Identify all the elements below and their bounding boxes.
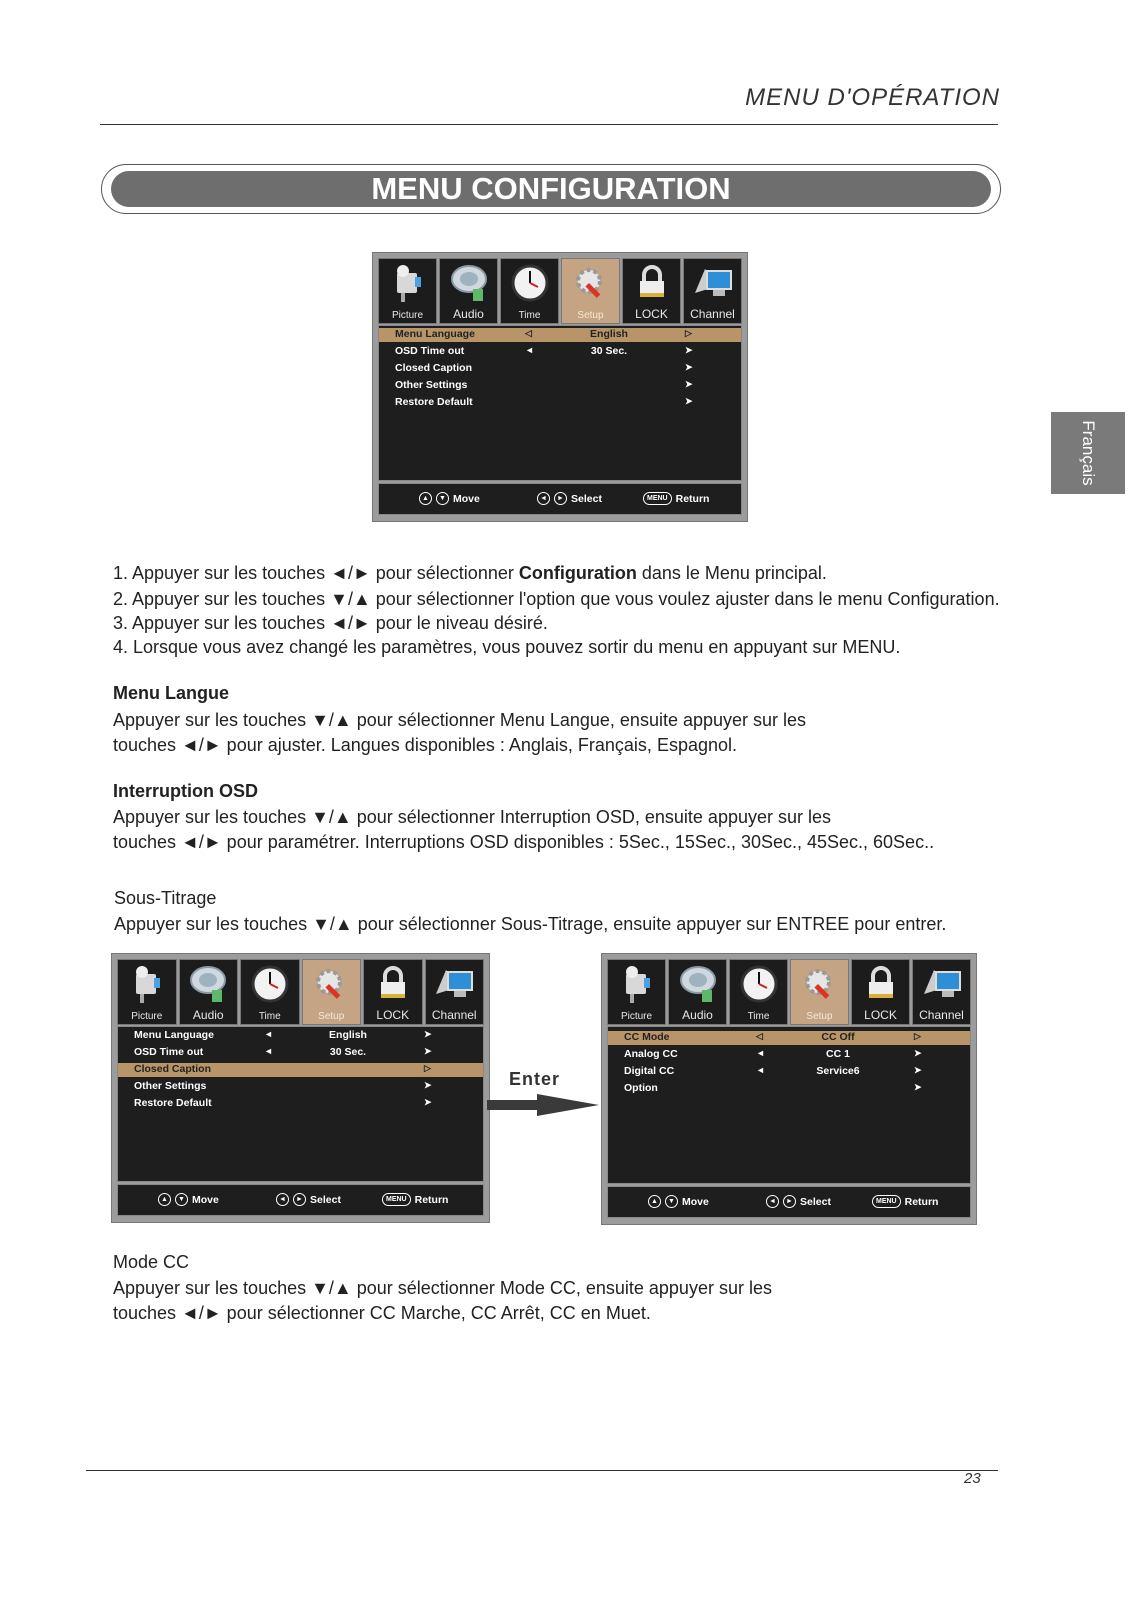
tv-audio-label: Audio [192, 1008, 224, 1022]
menu-langue-line1: Appuyer sur les touches ▼/▲ pour sélectionner Menu Langue, ensuite appuyer sur les [113, 710, 807, 730]
tv-menu-row-label: Other Settings [134, 1080, 207, 1092]
tv-menu-row-value: 30 Sec. [329, 1046, 367, 1058]
tv-picture-label: Picture [391, 310, 424, 321]
tv-right-arrow-icon: ➤ [424, 1046, 432, 1056]
tv-time-label: Time [518, 310, 541, 321]
tv-menu-row-label: Other Settings [395, 379, 468, 391]
tv-return-label: Return [904, 1195, 939, 1208]
tv-time-icon[interactable] [240, 959, 300, 1025]
footer-rule [86, 1470, 998, 1471]
tv-setup-icon[interactable] [790, 959, 849, 1025]
tv-left-arrow-icon: ◄ [756, 1065, 765, 1075]
tv-menu-row-label: Menu Language [134, 1029, 214, 1041]
tv-screen-closed-caption [111, 953, 490, 1223]
down-icon: ▼ [175, 1193, 188, 1206]
banner-title: MENU CONFIGURATION [111, 171, 991, 207]
language-tab [1051, 412, 1125, 494]
enter-arrow-icon [487, 1092, 601, 1118]
tv-right-arrow-icon: ➤ [914, 1048, 922, 1058]
tv-menu-row-label: OSD Time out [134, 1046, 204, 1058]
tv-menu-row[interactable] [118, 1046, 483, 1060]
tv-move-label: Move [682, 1195, 709, 1208]
tv-right-arrow-icon: ➤ [685, 362, 693, 372]
page-number: 23 [964, 1470, 981, 1487]
tv-move-hint [419, 492, 480, 505]
tv-menu-row[interactable] [379, 379, 741, 393]
tv-select-hint [766, 1195, 831, 1208]
down-icon: ▼ [436, 492, 449, 505]
tv-right-arrow-icon: ▷ [914, 1031, 921, 1041]
tv-lock-label: LOCK [635, 307, 668, 321]
tv-return-hint [643, 492, 709, 505]
tv-menu-row-label: Analog CC [624, 1048, 678, 1060]
tv-picture-label: Picture [131, 1011, 163, 1022]
sous-titrage-heading: Sous-Titrage [114, 888, 217, 908]
tv-channel-label: Channel [431, 1008, 477, 1022]
tv-screen-setup-menu [372, 252, 748, 522]
tv-menu-row-value: CC Off [821, 1031, 855, 1043]
step-4: 4. Lorsque vous avez changé les paramètres, vous pouvez sortir du menu en appuyant sur MENU. [113, 637, 901, 657]
tv-right-arrow-icon: ➤ [424, 1029, 432, 1039]
right-icon: ► [783, 1195, 796, 1208]
tv-menu-row[interactable] [379, 345, 741, 359]
tv-select-label: Select [800, 1195, 831, 1208]
tv-menu-row-value: CC 1 [826, 1048, 850, 1060]
tv-right-arrow-icon: ➤ [685, 345, 693, 355]
tv-setup-label: Setup [318, 1011, 345, 1022]
tv-picture-icon[interactable] [607, 959, 666, 1025]
tv-left-arrow-icon: ◁ [756, 1031, 763, 1041]
tv-icon-bar [607, 959, 971, 1025]
tv-return-hint [872, 1195, 938, 1208]
tv-picture-icon[interactable] [117, 959, 177, 1025]
tv-time-icon[interactable] [500, 258, 559, 324]
tv-channel-label: Channel [690, 307, 735, 321]
tv-right-arrow-icon: ➤ [914, 1082, 922, 1092]
tv-menu-row-label: Menu Language [395, 328, 475, 340]
menu-key-icon: MENU [382, 1193, 411, 1206]
tv-picture-icon[interactable] [378, 258, 437, 324]
tv-menu-row[interactable] [118, 1063, 483, 1077]
section-title: MENU D'OPÉRATION [745, 84, 1000, 111]
tv-left-arrow-icon: ◄ [264, 1029, 273, 1039]
tv-screen-cc-menu [601, 953, 977, 1225]
tv-footer [117, 1184, 484, 1216]
tv-audio-label: Audio [682, 1008, 713, 1022]
tv-setup-label: Setup [806, 1011, 833, 1022]
tv-icon-bar [378, 258, 742, 324]
tv-time-label: Time [258, 1011, 281, 1022]
tv-time-icon[interactable] [729, 959, 788, 1025]
tv-menu-row[interactable] [118, 1080, 483, 1094]
tv-move-hint [648, 1195, 709, 1208]
mode-cc-heading: Mode CC [113, 1252, 190, 1272]
tv-menu-row-label: Option [624, 1082, 658, 1094]
tv-menu-row[interactable] [608, 1082, 970, 1096]
tv-move-label: Move [192, 1193, 219, 1206]
menu-langue-heading: Menu Langue [113, 683, 229, 703]
left-icon: ◄ [537, 492, 550, 505]
tv-menu-body [607, 1026, 971, 1184]
menu-key-icon: MENU [872, 1195, 901, 1208]
mode-cc-line2: touches ◄/► pour sélectionner CC Marche, CC Arrêt, CC en Muet. [113, 1303, 651, 1323]
tv-return-hint [382, 1193, 448, 1206]
right-icon: ► [293, 1193, 306, 1206]
tv-left-arrow-icon: ◄ [756, 1048, 765, 1058]
tv-channel-label: Channel [919, 1008, 964, 1022]
enter-label: Enter [509, 1069, 561, 1089]
tv-channel-icon[interactable] [425, 959, 485, 1025]
tv-menu-row[interactable] [118, 1029, 483, 1043]
mode-cc-line1: Appuyer sur les touches ▼/▲ pour sélectionner Mode CC, ensuite appuyer sur les [113, 1278, 772, 1298]
tv-menu-body [378, 325, 742, 481]
tv-menu-row[interactable] [608, 1048, 970, 1062]
tv-move-label: Move [453, 492, 480, 505]
tv-menu-row[interactable] [379, 328, 741, 342]
tv-right-arrow-icon: ➤ [685, 396, 693, 406]
interruption-osd-line1: Appuyer sur les touches ▼/▲ pour sélectionner Interruption OSD, ensuite appuyer sur les [113, 807, 831, 827]
tv-menu-row-label: Closed Caption [134, 1063, 212, 1075]
tv-time-label: Time [747, 1011, 770, 1022]
down-icon: ▼ [665, 1195, 678, 1208]
tv-audio-label: Audio [453, 307, 484, 321]
tv-select-label: Select [571, 492, 602, 505]
header-rule [100, 124, 998, 125]
tv-menu-row-value: 30 Sec. [590, 345, 628, 357]
tv-menu-row[interactable] [379, 362, 741, 376]
left-icon: ◄ [766, 1195, 779, 1208]
tv-menu-row-label: Closed Caption [395, 362, 473, 374]
up-icon: ▲ [419, 492, 432, 505]
tv-lock-icon[interactable] [622, 258, 681, 324]
tv-audio-icon[interactable] [179, 959, 239, 1025]
tv-right-arrow-icon: ▷ [685, 328, 692, 338]
tv-right-arrow-icon: ▷ [424, 1063, 431, 1073]
sous-titrage-line1: Appuyer sur les touches ▼/▲ pour sélectionner Sous-Titrage, ensuite appuyer sur ENTREE pour entrer. [114, 914, 947, 934]
tv-menu-row-value: Service6 [816, 1065, 860, 1077]
tv-select-hint [537, 492, 602, 505]
tv-right-arrow-icon: ➤ [424, 1097, 432, 1107]
tv-menu-row-value: English [590, 328, 628, 340]
menu-langue-line2: touches ◄/► pour ajuster. Langues disponibles : Anglais, Français, Espagnol. [113, 735, 737, 755]
tv-menu-body [117, 1026, 484, 1182]
menu-key-icon: MENU [643, 492, 672, 505]
tv-audio-icon[interactable] [668, 959, 727, 1025]
tv-picture-label: Picture [620, 1011, 653, 1022]
tv-lock-icon[interactable] [363, 959, 423, 1025]
tv-menu-row-label: Digital CC [624, 1065, 675, 1077]
left-icon: ◄ [276, 1193, 289, 1206]
language-tab-label: Français [1079, 420, 1098, 486]
tv-right-arrow-icon: ➤ [424, 1080, 432, 1090]
tv-return-label: Return [675, 492, 710, 505]
tv-menu-row-label: CC Mode [624, 1031, 670, 1043]
tv-menu-row[interactable] [608, 1031, 970, 1045]
title-banner [101, 164, 1001, 214]
interruption-osd-heading: Interruption OSD [113, 781, 258, 801]
tv-return-label: Return [414, 1193, 449, 1206]
tv-menu-row[interactable] [379, 396, 741, 410]
tv-lock-icon[interactable] [851, 959, 910, 1025]
tv-select-label: Select [310, 1193, 341, 1206]
tv-left-arrow-icon: ◁ [525, 328, 532, 338]
up-icon: ▲ [648, 1195, 661, 1208]
tv-left-arrow-icon: ◄ [264, 1046, 273, 1056]
tv-lock-label: LOCK [864, 1008, 897, 1022]
tv-setup-icon[interactable] [561, 258, 620, 324]
tv-right-arrow-icon: ➤ [914, 1065, 922, 1075]
tv-menu-row-label: OSD Time out [395, 345, 465, 357]
tv-move-hint [158, 1193, 219, 1206]
tv-channel-icon[interactable] [683, 258, 742, 324]
tv-menu-row-value: English [329, 1029, 367, 1041]
step-3: 3. Appuyer sur les touches ◄/► pour le niveau désiré. [113, 613, 548, 633]
step-1: 1. Appuyer sur les touches ◄/► pour sélectionner Configuration dans le Menu principal. [113, 563, 827, 583]
tv-menu-row-label: Restore Default [395, 396, 473, 408]
tv-channel-icon[interactable] [912, 959, 971, 1025]
tv-menu-row-label: Restore Default [134, 1097, 212, 1109]
tv-footer [607, 1186, 971, 1218]
tv-left-arrow-icon: ◄ [525, 345, 534, 355]
right-icon: ► [554, 492, 567, 505]
tv-setup-icon[interactable] [302, 959, 362, 1025]
step-2: 2. Appuyer sur les touches ▼/▲ pour sélectionner l'option que vous voulez ajuster dans le menu Configuration. [113, 589, 1000, 609]
tv-audio-icon[interactable] [439, 258, 498, 324]
up-icon: ▲ [158, 1193, 171, 1206]
tv-icon-bar [117, 959, 484, 1025]
tv-footer [378, 483, 742, 515]
tv-select-hint [276, 1193, 341, 1206]
tv-right-arrow-icon: ➤ [685, 379, 693, 389]
tv-menu-row[interactable] [608, 1065, 970, 1079]
tv-menu-row[interactable] [118, 1097, 483, 1111]
tv-lock-label: LOCK [376, 1008, 410, 1022]
interruption-osd-line2: touches ◄/► pour paramétrer. Interruptions OSD disponibles : 5Sec., 15Sec., 30Sec., 45Sec., 60Sec.. [113, 832, 935, 852]
tv-setup-label: Setup [577, 310, 604, 321]
